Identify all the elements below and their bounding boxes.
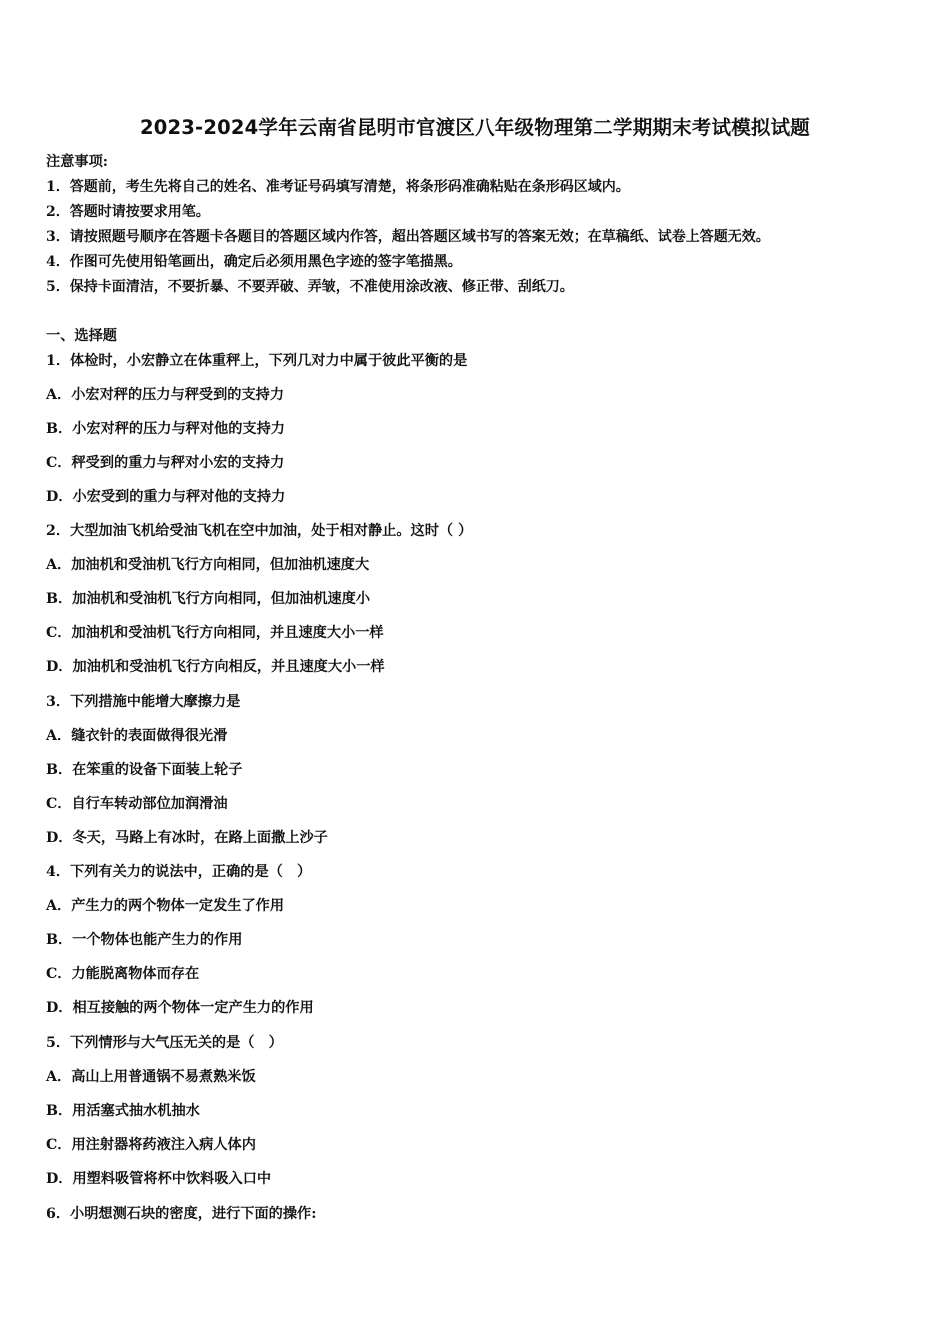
question-stem: 1．体检时，小宏静立在体重秤上，下列几对力中属于彼此平衡的是 <box>46 353 468 369</box>
question-option: A．高山上用普通锅不易煮熟米饭 <box>46 1069 256 1085</box>
question-option: B．小宏对秤的压力与秤对他的支持力 <box>46 421 285 437</box>
notice-item: 2．答题时请按要求用笔。 <box>46 204 210 220</box>
notice-item: 1．答题前，考生先将自己的姓名、准考证号码填写清楚，将条形码准确粘贴在条形码区域内。 <box>46 179 630 195</box>
notice-heading: 注意事项: <box>46 154 108 170</box>
question-stem: 2．大型加油飞机给受油飞机在空中加油，处于相对静止。这时（ ） <box>46 523 473 539</box>
question-option: A．缝衣针的表面做得很光滑 <box>46 728 228 744</box>
section-heading: 一、选择题 <box>46 328 117 344</box>
notice-item: 5．保持卡面清洁，不要折暴、不要弄破、弄皱，不准使用涂改液、修正带、刮纸刀。 <box>46 279 574 295</box>
question-stem: 3．下列措施中能增大摩擦力是 <box>46 694 241 710</box>
question-option: B．用活塞式抽水机抽水 <box>46 1103 200 1119</box>
question-option: D．冬天，马路上有冰时，在路上面撒上沙子 <box>46 830 328 846</box>
exam-title: 2023-2024学年云南省昆明市官渡区八年级物理第二学期期末考试模拟试题 <box>139 116 811 139</box>
question-option: C．自行车转动部位加润滑油 <box>46 796 228 812</box>
question-option: C．力能脱离物体而存在 <box>46 966 200 982</box>
question-option: D．相互接触的两个物体一定产生力的作用 <box>46 1000 314 1016</box>
question-option: C．秤受到的重力与秤对小宏的支持力 <box>46 455 285 471</box>
question-option: A．加油机和受油机飞行方向相同，但加油机速度大 <box>46 557 370 573</box>
question-stem: 5．下列情形与大气压无关的是（ ） <box>46 1035 283 1051</box>
question-option: C．加油机和受油机飞行方向相同，并且速度大小一样 <box>46 625 384 641</box>
question-stem: 4．下列有关力的说法中，正确的是（ ） <box>46 864 312 880</box>
question-option: D．用塑料吸管将杯中饮料吸入口中 <box>46 1171 272 1187</box>
question-option: C．用注射器将药液注入病人体内 <box>46 1137 256 1153</box>
question-option: A．小宏对秤的压力与秤受到的支持力 <box>46 387 285 403</box>
question-option: D．加油机和受油机飞行方向相反，并且速度大小一样 <box>46 659 385 675</box>
notice-item: 3．请按照题号顺序在答题卡各题目的答题区域内作答，超出答题区域书写的答案无效；在草稿纸、试卷上答题无效。 <box>46 229 770 245</box>
question-option: B．在笨重的设备下面装上轮子 <box>46 762 243 778</box>
question-option: A．产生力的两个物体一定发生了作用 <box>46 898 285 914</box>
question-stem: 6．小明想测石块的密度，进行下面的操作: <box>46 1206 317 1222</box>
notice-item: 4．作图可先使用铅笔画出，确定后必须用黑色字迹的签字笔描黑。 <box>46 254 462 270</box>
question-option: B．一个物体也能产生力的作用 <box>46 932 243 948</box>
question-option: B．加油机和受油机飞行方向相同，但加油机速度小 <box>46 591 371 607</box>
question-option: D．小宏受到的重力与秤对他的支持力 <box>46 489 286 505</box>
